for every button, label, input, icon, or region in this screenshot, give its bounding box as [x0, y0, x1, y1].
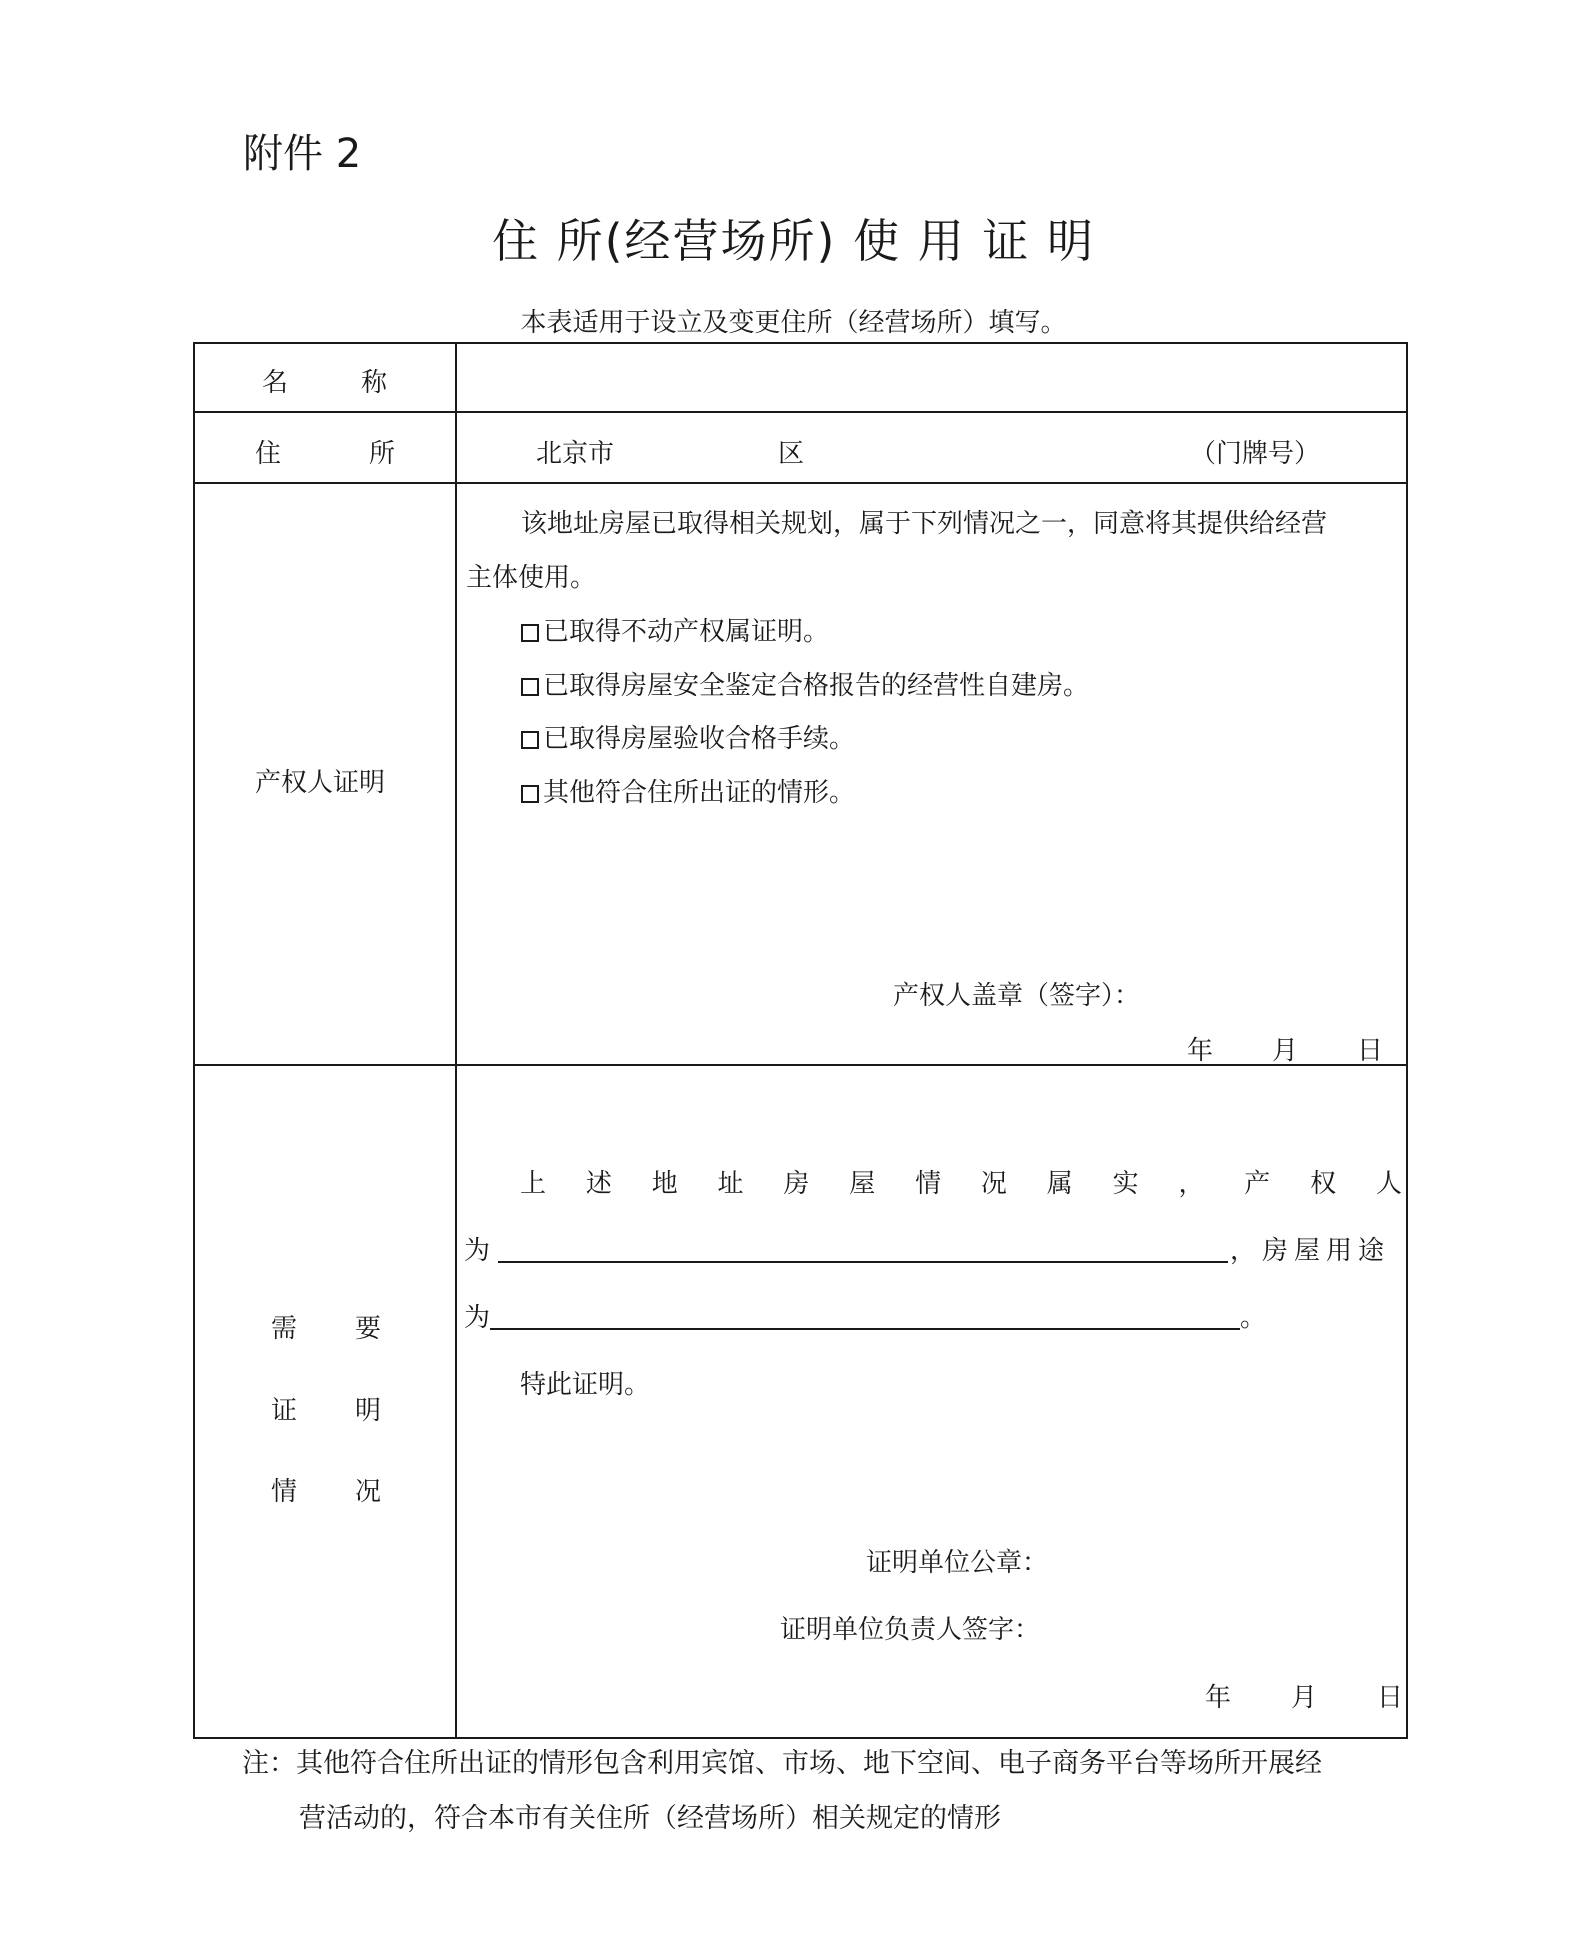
address-city: 北京市: [536, 439, 615, 469]
owner-proof-label: 产权人证明: [255, 768, 386, 798]
owner-date-year: 年: [1187, 1036, 1214, 1066]
address-district: 区: [778, 439, 805, 469]
hereby-certify: 特此证明。: [520, 1370, 651, 1400]
attachment-label: 附件 2: [243, 131, 362, 177]
certify-date-year: 年: [1205, 1683, 1232, 1713]
name-label-char-2: 称: [361, 368, 388, 398]
owner-intro-line2: 主体使用。: [466, 563, 597, 593]
unit-signer-label: 证明单位负责人签字：: [780, 1615, 1041, 1645]
column-divider: [455, 342, 457, 1739]
checkbox[interactable]: [521, 785, 539, 803]
certify-line1-char: 地: [651, 1169, 678, 1199]
option-label: 已取得房屋安全鉴定合格报告的经营性自建房。: [543, 671, 1090, 701]
option-label: 已取得不动产权属证明。: [543, 617, 830, 647]
certify-label-char: 情: [271, 1477, 298, 1507]
usage-prefix: 为: [464, 1303, 491, 1333]
certify-date-day: 日: [1377, 1683, 1404, 1713]
owner-suffix: ，房屋用途: [1230, 1236, 1391, 1266]
option-label: 已取得房屋验收合格手续。: [543, 724, 856, 754]
owner-date-month: 月: [1272, 1036, 1299, 1066]
checkbox[interactable]: [521, 678, 539, 696]
certify-label-char: 况: [355, 1477, 382, 1507]
name-label-char-1: 名: [262, 368, 289, 398]
option-row: [521, 665, 1089, 702]
row-divider-name: [193, 411, 1408, 413]
certify-label-char: 明: [355, 1396, 382, 1426]
certificate-table: [193, 342, 1408, 1739]
owner-name-blank[interactable]: [498, 1261, 1228, 1263]
certify-line1-char: 属: [1046, 1169, 1073, 1199]
owner-date-day: 日: [1357, 1036, 1384, 1066]
owner-prefix: 为: [464, 1236, 491, 1266]
certify-line1-char: 情: [915, 1169, 942, 1199]
owner-intro-line1: 该地址房屋已取得相关规划，属于下列情况之一，同意将其提供给经营: [521, 509, 1328, 539]
unit-seal-label: 证明单位公章：: [866, 1548, 1049, 1578]
certify-line1-char: 实: [1112, 1169, 1139, 1199]
address-label-char-1: 住: [255, 439, 282, 469]
address-door-number: （门牌号）: [1190, 439, 1321, 469]
certify-line1-char: 述: [585, 1169, 612, 1199]
checkbox[interactable]: [521, 624, 539, 642]
note-line2: 营活动的，符合本市有关住所（经营场所）相关规定的情形: [299, 1803, 1001, 1834]
form-subtitle: 本表适用于设立及变更住所（经营场所）填写。: [520, 308, 1067, 338]
usage-blank[interactable]: [490, 1328, 1240, 1330]
checkbox[interactable]: [521, 731, 539, 749]
certify-line1-char: 址: [717, 1169, 744, 1199]
certify-line1-char: 权: [1310, 1169, 1337, 1199]
row-divider-owner: [193, 1064, 1408, 1066]
option-label: 其他符合住所出证的情形。: [543, 778, 856, 808]
certify-line1-char: 屋: [849, 1169, 876, 1199]
option-row: [521, 718, 855, 755]
certify-line1: [520, 1163, 1402, 1200]
certify-label-char: 证: [271, 1396, 298, 1426]
certify-date-month: 月: [1291, 1683, 1318, 1713]
owner-seal-label: 产权人盖章（签字）：: [893, 981, 1141, 1011]
certify-label-char: 要: [355, 1314, 382, 1344]
certify-line1-char: ，: [1178, 1169, 1205, 1199]
option-row: [521, 611, 829, 648]
row-divider-address: [193, 482, 1408, 484]
note-line1: 注：其他符合住所出证的情形包含利用宾馆、市场、地下空间、电子商务平台等场所开展经: [242, 1748, 1322, 1779]
certify-line1-char: 上: [520, 1169, 547, 1199]
name-field[interactable]: [460, 346, 1404, 408]
certify-label-char: 需: [271, 1314, 298, 1344]
certify-line1-char: 产: [1244, 1169, 1271, 1199]
certify-line1-char: 况: [980, 1169, 1007, 1199]
page-title: 住 所(经营场所) 使 用 证 明: [491, 214, 1095, 268]
certify-line1-char: 人: [1375, 1169, 1402, 1199]
certify-line1-char: 房: [783, 1169, 810, 1199]
address-label-char-2: 所: [369, 439, 396, 469]
option-row: [521, 772, 855, 809]
usage-suffix: 。: [1240, 1303, 1267, 1333]
